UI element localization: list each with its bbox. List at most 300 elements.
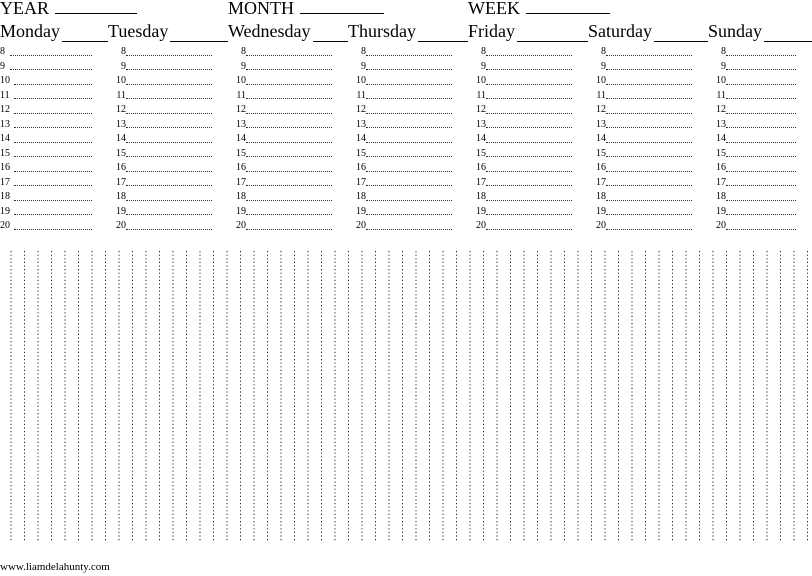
hour-list [0, 45, 108, 234]
hour-number: 11 [356, 89, 366, 101]
hour-row[interactable] [108, 74, 228, 89]
hour-number: 20 [356, 220, 366, 231]
hour-number: 16 [236, 162, 246, 173]
hour-dotted-line [486, 171, 572, 172]
hour-dotted-line [726, 55, 796, 56]
week-blank-line [526, 0, 610, 14]
day-label: Thursday [348, 21, 416, 41]
hour-row[interactable] [348, 118, 468, 133]
hour-row[interactable] [708, 176, 812, 191]
hour-number: 19 [716, 205, 726, 217]
hour-row[interactable] [708, 89, 812, 104]
hour-number: 14 [476, 133, 486, 144]
hour-number: 12 [476, 104, 486, 115]
hour-number: 8 [361, 46, 366, 57]
day-label: Sunday [708, 21, 762, 41]
hour-dotted-line [726, 156, 796, 157]
hour-number: 8 [721, 46, 726, 57]
hour-row[interactable] [468, 219, 588, 234]
hour-number: 17 [236, 176, 246, 188]
hour-row[interactable] [0, 74, 108, 89]
hour-number: 12 [0, 104, 10, 115]
day-label: Friday [468, 21, 515, 41]
hour-row[interactable] [108, 89, 228, 104]
hour-row[interactable] [708, 147, 812, 162]
hour-dotted-line [126, 69, 212, 70]
hour-number: 10 [116, 75, 126, 86]
hour-number: 14 [116, 133, 126, 144]
hour-number: 11 [0, 89, 10, 101]
hour-number: 19 [476, 205, 486, 217]
hour-number: 20 [476, 220, 486, 231]
hour-dotted-line [14, 214, 92, 215]
hour-row[interactable] [708, 205, 812, 220]
hour-number: 16 [716, 162, 726, 173]
hour-dotted-line [246, 200, 332, 201]
hour-number: 8 [121, 46, 126, 57]
hour-number: 19 [356, 205, 366, 217]
hour-dotted-line [126, 200, 212, 201]
hour-row[interactable] [588, 45, 708, 60]
hour-row[interactable] [708, 161, 812, 176]
hour-dotted-line [246, 113, 332, 114]
hour-dotted-line [366, 171, 452, 172]
day-label: Saturday [588, 21, 652, 41]
hour-number: 18 [596, 191, 606, 202]
hour-number: 10 [716, 75, 726, 86]
hour-number: 15 [596, 147, 606, 159]
day-column-tuesday [108, 20, 228, 234]
hour-dotted-line [726, 171, 796, 172]
hour-number: 16 [116, 162, 126, 173]
hour-dotted-line [486, 229, 572, 230]
hour-number: 9 [0, 60, 5, 72]
hour-number: 8 [0, 46, 5, 57]
hour-number: 10 [476, 75, 486, 86]
hour-number: 15 [356, 147, 366, 159]
hour-row[interactable] [708, 132, 812, 147]
hour-row[interactable] [108, 147, 228, 162]
hour-number: 16 [596, 162, 606, 173]
day-underline [62, 25, 108, 42]
hour-row[interactable] [468, 103, 588, 118]
hour-dotted-line [126, 142, 212, 143]
hour-row[interactable] [468, 60, 588, 75]
hour-dotted-line [486, 214, 572, 215]
hour-row[interactable] [348, 205, 468, 220]
hour-dotted-line [486, 127, 572, 128]
hour-row[interactable] [348, 60, 468, 75]
hour-number: 15 [0, 147, 10, 159]
hour-list [588, 45, 708, 234]
hour-number: 18 [716, 191, 726, 202]
hour-row[interactable] [468, 74, 588, 89]
hour-dotted-line [486, 55, 572, 56]
day-column-sunday [708, 20, 812, 234]
hour-dotted-line [486, 142, 572, 143]
hour-row[interactable] [468, 147, 588, 162]
year-label: YEAR [0, 0, 49, 18]
hour-dotted-line [246, 55, 332, 56]
footer-url: www.liamdelahunty.com [0, 561, 110, 573]
hour-dotted-line [14, 171, 92, 172]
day-underline [654, 25, 708, 42]
hour-number: 18 [236, 191, 246, 202]
hour-row[interactable] [588, 205, 708, 220]
hour-row[interactable] [108, 219, 228, 234]
hour-row[interactable] [348, 190, 468, 205]
hour-row[interactable] [228, 219, 348, 234]
hour-row[interactable] [0, 60, 108, 75]
hour-dotted-line [246, 127, 332, 128]
hour-row[interactable] [228, 118, 348, 133]
hour-row[interactable] [708, 45, 812, 60]
week-label: WEEK [468, 0, 520, 18]
day-underline [418, 25, 468, 42]
hour-row[interactable] [468, 190, 588, 205]
hour-row[interactable] [0, 205, 108, 220]
hour-list [708, 45, 812, 234]
hour-row[interactable] [468, 132, 588, 147]
hour-number: 14 [0, 133, 10, 144]
hour-number: 17 [476, 176, 486, 188]
hour-dotted-line [126, 229, 212, 230]
hour-dotted-line [366, 98, 452, 99]
hour-number: 15 [716, 147, 726, 159]
hour-number: 17 [116, 176, 126, 188]
hour-number: 17 [0, 176, 10, 188]
hour-number: 18 [356, 191, 366, 202]
day-header [108, 20, 228, 42]
day-underline [170, 25, 228, 42]
hour-dotted-line [366, 69, 452, 70]
hour-dotted-line [246, 185, 332, 186]
hour-dotted-line [606, 156, 692, 157]
hour-dotted-line [14, 156, 92, 157]
hour-dotted-line [126, 214, 212, 215]
hour-list [108, 45, 228, 234]
hour-number: 16 [476, 162, 486, 173]
hour-dotted-line [606, 142, 692, 143]
hour-dotted-line [126, 55, 212, 56]
hour-row[interactable] [348, 176, 468, 191]
hour-dotted-line [366, 229, 452, 230]
hour-row[interactable] [108, 132, 228, 147]
hour-dotted-line [726, 84, 796, 85]
hour-row[interactable] [708, 190, 812, 205]
hour-number: 13 [596, 118, 606, 130]
hour-number: 9 [241, 60, 246, 72]
hour-number: 18 [116, 191, 126, 202]
hour-number: 10 [0, 75, 10, 86]
hour-row[interactable] [708, 118, 812, 133]
hour-row[interactable] [588, 74, 708, 89]
hour-row[interactable] [588, 118, 708, 133]
hour-row[interactable] [348, 89, 468, 104]
hour-dotted-line [14, 229, 92, 230]
hour-dotted-line [126, 171, 212, 172]
hour-dotted-line [246, 229, 332, 230]
hour-dotted-line [14, 127, 92, 128]
hour-row[interactable] [588, 60, 708, 75]
hour-number: 17 [716, 176, 726, 188]
day-column-monday [0, 20, 108, 234]
hour-number: 20 [596, 220, 606, 231]
hour-dotted-line [486, 200, 572, 201]
hour-dotted-line [486, 113, 572, 114]
day-header [708, 20, 812, 42]
hour-dotted-line [726, 69, 796, 70]
hour-row[interactable] [0, 118, 108, 133]
hour-row[interactable] [108, 118, 228, 133]
hour-dotted-line [366, 127, 452, 128]
hour-dotted-line [606, 69, 692, 70]
hour-dotted-line [246, 171, 332, 172]
hour-row[interactable] [468, 205, 588, 220]
hour-dotted-line [126, 84, 212, 85]
hour-number: 11 [476, 89, 486, 101]
hour-number: 11 [236, 89, 246, 101]
hour-dotted-line [366, 84, 452, 85]
hour-row[interactable] [0, 132, 108, 147]
hour-number: 13 [476, 118, 486, 130]
hour-row[interactable] [108, 45, 228, 60]
hour-dotted-line [246, 214, 332, 215]
hour-row[interactable] [108, 205, 228, 220]
hour-number: 15 [116, 147, 126, 159]
hour-dotted-line [366, 142, 452, 143]
hour-row[interactable] [0, 219, 108, 234]
hour-row[interactable] [588, 219, 708, 234]
hour-dotted-line [606, 127, 692, 128]
hour-row[interactable] [108, 190, 228, 205]
hour-dotted-line [606, 113, 692, 114]
hour-number: 12 [356, 104, 366, 115]
hour-row[interactable] [588, 161, 708, 176]
day-underline [313, 25, 348, 42]
hour-row[interactable] [228, 132, 348, 147]
month-blank-line [300, 0, 384, 14]
hour-row[interactable] [348, 161, 468, 176]
week-field[interactable] [468, 0, 610, 18]
hour-dotted-line [726, 98, 796, 99]
hour-row[interactable] [108, 60, 228, 75]
hour-dotted-line [486, 156, 572, 157]
day-header [0, 20, 108, 42]
hour-dotted-line [606, 171, 692, 172]
hour-number: 16 [356, 162, 366, 173]
hour-number: 9 [121, 60, 126, 72]
month-field[interactable] [228, 0, 384, 18]
hour-dotted-line [126, 127, 212, 128]
hour-row[interactable] [228, 45, 348, 60]
day-label: Monday [0, 21, 60, 41]
hour-dotted-line [126, 185, 212, 186]
hour-number: 12 [116, 104, 126, 115]
hour-dotted-line [606, 84, 692, 85]
hour-dotted-line [126, 156, 212, 157]
hour-number: 14 [596, 133, 606, 144]
hour-row[interactable] [588, 190, 708, 205]
hour-row[interactable] [0, 161, 108, 176]
day-label: Wednesday [228, 21, 311, 41]
hour-number: 20 [116, 220, 126, 231]
hour-number: 16 [0, 162, 10, 173]
hour-dotted-line [10, 69, 92, 70]
hour-dotted-line [726, 113, 796, 114]
hour-number: 10 [236, 75, 246, 86]
day-header [468, 20, 588, 42]
hour-row[interactable] [228, 176, 348, 191]
hour-dotted-line [246, 156, 332, 157]
hour-number: 15 [236, 147, 246, 159]
hour-dotted-line [606, 229, 692, 230]
day-column-wednesday [228, 20, 348, 234]
hour-dotted-line [726, 142, 796, 143]
year-field[interactable] [0, 0, 137, 18]
hour-row[interactable] [228, 190, 348, 205]
day-column-saturday [588, 20, 708, 234]
hour-number: 13 [0, 118, 10, 130]
hour-dotted-line [606, 55, 692, 56]
hour-dotted-line [726, 127, 796, 128]
dotted-note-lines [0, 251, 812, 541]
hour-row[interactable] [228, 103, 348, 118]
hour-number: 20 [716, 220, 726, 231]
hour-dotted-line [366, 55, 452, 56]
hour-dotted-line [14, 200, 92, 201]
day-header [228, 20, 348, 42]
hour-number: 19 [0, 205, 10, 217]
hour-number: 20 [0, 220, 10, 231]
hour-row[interactable] [228, 161, 348, 176]
hour-number: 10 [356, 75, 366, 86]
hour-row[interactable] [468, 118, 588, 133]
hour-dotted-line [246, 98, 332, 99]
hour-number: 19 [596, 205, 606, 217]
day-underline [764, 25, 812, 42]
hour-row[interactable] [588, 89, 708, 104]
hour-row[interactable] [468, 45, 588, 60]
hour-dotted-line [726, 214, 796, 215]
hour-dotted-line [246, 69, 332, 70]
hour-number: 8 [601, 46, 606, 57]
hour-row[interactable] [348, 45, 468, 60]
hour-row[interactable] [708, 103, 812, 118]
day-label: Tuesday [108, 21, 169, 41]
hour-number: 11 [116, 89, 126, 101]
hour-number: 11 [596, 89, 606, 101]
hour-dotted-line [366, 185, 452, 186]
hour-number: 8 [481, 46, 486, 57]
hour-number: 13 [236, 118, 246, 130]
hour-dotted-line [486, 84, 572, 85]
hour-row[interactable] [708, 74, 812, 89]
hour-number: 13 [356, 118, 366, 130]
hour-number: 9 [361, 60, 366, 72]
hour-row[interactable] [228, 147, 348, 162]
hour-dotted-line [14, 142, 92, 143]
hour-row[interactable] [468, 89, 588, 104]
hour-row[interactable] [228, 205, 348, 220]
hour-row[interactable] [228, 60, 348, 75]
hour-row[interactable] [0, 176, 108, 191]
hour-dotted-line [366, 113, 452, 114]
hour-dotted-line [366, 156, 452, 157]
hour-dotted-line [14, 113, 92, 114]
hour-number: 20 [236, 220, 246, 231]
hour-row[interactable] [588, 176, 708, 191]
hour-row[interactable] [228, 74, 348, 89]
hour-dotted-line [14, 98, 92, 99]
hour-list [468, 45, 588, 234]
hour-row[interactable] [0, 89, 108, 104]
hour-dotted-line [126, 113, 212, 114]
hour-dotted-line [10, 55, 92, 56]
hour-row[interactable] [0, 190, 108, 205]
hour-dotted-line [126, 98, 212, 99]
hour-row[interactable] [108, 103, 228, 118]
hour-dotted-line [486, 185, 572, 186]
hour-number: 18 [476, 191, 486, 202]
hour-row[interactable] [348, 132, 468, 147]
hour-row[interactable] [0, 45, 108, 60]
hour-row[interactable] [108, 176, 228, 191]
hour-number: 9 [721, 60, 726, 72]
hour-dotted-line [366, 200, 452, 201]
hour-row[interactable] [0, 147, 108, 162]
hour-number: 12 [236, 104, 246, 115]
hour-dotted-line [366, 214, 452, 215]
day-column-thursday [348, 20, 468, 234]
day-column-friday [468, 20, 588, 234]
hour-row[interactable] [348, 147, 468, 162]
hour-dotted-line [606, 98, 692, 99]
hour-row[interactable] [108, 161, 228, 176]
hour-row[interactable] [708, 219, 812, 234]
hour-dotted-line [606, 185, 692, 186]
hour-row[interactable] [348, 74, 468, 89]
hour-row[interactable] [708, 60, 812, 75]
hour-number: 11 [716, 89, 726, 101]
hour-dotted-line [486, 98, 572, 99]
hour-number: 14 [716, 133, 726, 144]
hour-row[interactable] [348, 219, 468, 234]
day-header [588, 20, 708, 42]
hour-row[interactable] [588, 103, 708, 118]
hour-number: 10 [596, 75, 606, 86]
hour-number: 14 [236, 133, 246, 144]
hour-dotted-line [726, 200, 796, 201]
hour-row[interactable] [468, 161, 588, 176]
hour-row[interactable] [588, 147, 708, 162]
hour-number: 19 [116, 205, 126, 217]
hour-row[interactable] [348, 103, 468, 118]
hour-dotted-line [606, 200, 692, 201]
hour-number: 19 [236, 205, 246, 217]
hour-row[interactable] [468, 176, 588, 191]
hour-number: 13 [116, 118, 126, 130]
hour-number: 13 [716, 118, 726, 130]
hour-number: 8 [241, 46, 246, 57]
hour-number: 9 [601, 60, 606, 72]
hour-row[interactable] [228, 89, 348, 104]
year-blank-line [55, 0, 137, 14]
hour-row[interactable] [588, 132, 708, 147]
hour-number: 12 [596, 104, 606, 115]
hour-dotted-line [486, 69, 572, 70]
hour-row[interactable] [0, 103, 108, 118]
